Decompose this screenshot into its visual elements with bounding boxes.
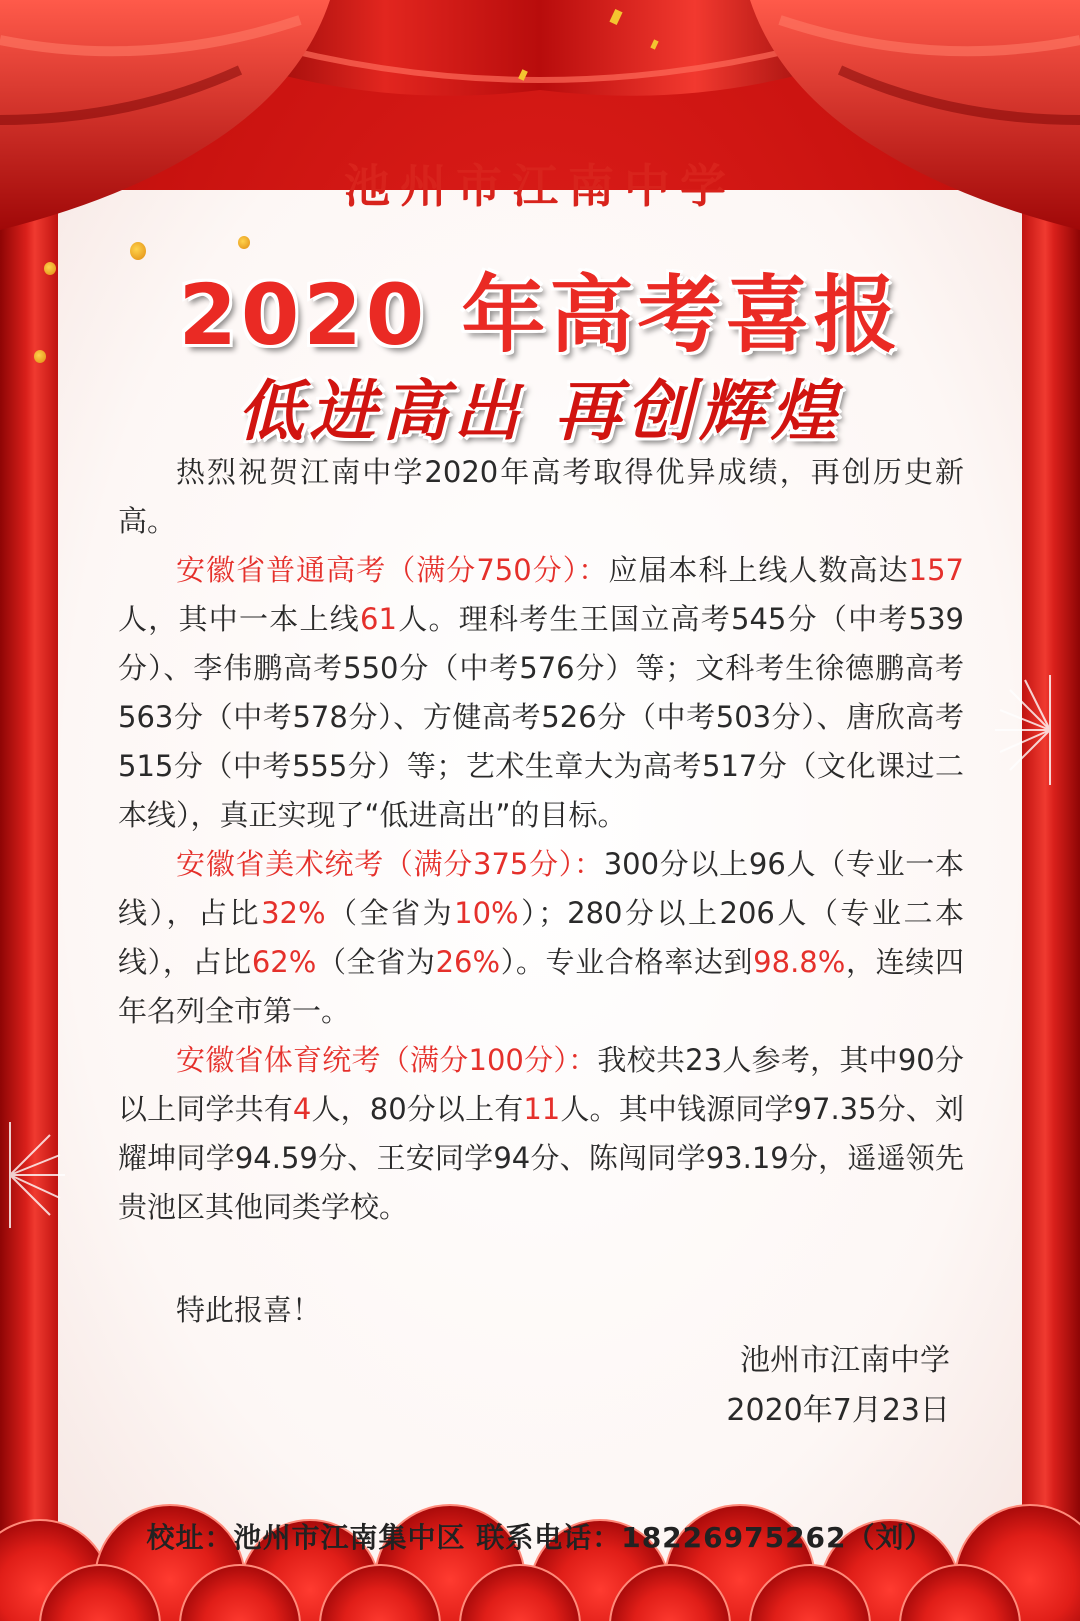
text: 人，80分以上有 — [311, 1092, 524, 1126]
signature-org: 池州市江南中学 — [740, 1343, 950, 1378]
highlight-number: 98.8% — [753, 945, 846, 979]
section-sports-exam — [118, 1036, 964, 1232]
text: （全省为 — [316, 945, 436, 979]
text: （全省为 — [325, 896, 455, 930]
announcement-body — [118, 448, 964, 1232]
text: 人，其中一本上线 — [118, 602, 361, 636]
text: 我校共23人参考，其中90分以上同学共有 — [118, 1043, 964, 1126]
highlight-number: 10% — [454, 896, 519, 930]
footer-contact: 校址：池州市江南集中区 联系电话：18226975262（刘） — [146, 1521, 934, 1554]
signature-date: 2020年7月23日 — [726, 1393, 950, 1428]
signature — [726, 1336, 950, 1436]
firework-icon — [990, 670, 1080, 790]
section-art-exam — [118, 840, 964, 1036]
highlight-number: 157 — [908, 553, 964, 587]
highlight-number: 62% — [251, 945, 317, 979]
section-title: 安徽省美术统考（满分375分）： — [176, 847, 604, 881]
section-general-exam — [118, 546, 964, 840]
firework-icon — [0, 1120, 70, 1230]
text: 人。理科考生王国立高考545分（中考539分）、李伟鹏高考550分（中考576分）等；文科考生徐德鹏高考563分（中考578分）、方健高考526分（中考503分）、唐欣高考515分（中考555分）等；艺术生章大为高考517分（文化课过二本线），真正实现了“低进高出”的目标。 — [118, 602, 964, 832]
highlight-number: 32% — [261, 896, 326, 930]
text: ）；280分以上206人（专业二本线），占比 — [118, 896, 964, 979]
highlight-number: 4 — [292, 1092, 312, 1126]
text: 300分以上96人（专业一本线），占比 — [118, 847, 964, 930]
text: 人。其中钱源同学97.35分、刘耀坤同学94.59分、王安同学94分、陈闯同学93.19分，遥遥领先贵池区其他同类学校。 — [118, 1092, 964, 1224]
text: ）。专业合格率达到 — [500, 945, 754, 979]
highlight-number: 61 — [360, 602, 397, 636]
text: ，连续四年名列全市第一。 — [118, 945, 964, 1028]
school-name-header: 池州市江南中学 — [344, 159, 736, 213]
section-title: 安徽省体育统考（满分100分）： — [176, 1043, 598, 1077]
text: 应届本科上线人数高达 — [608, 553, 909, 587]
closing-line: 特此报喜！ — [176, 1293, 322, 1327]
intro-paragraph: 热烈祝贺江南中学2020年高考取得优异成绩，再创历史新高。 — [118, 455, 964, 538]
slogan: 低进高出 再创辉煌 — [237, 372, 843, 450]
highlight-number: 11 — [523, 1092, 561, 1126]
section-title: 安徽省普通高考（满分750分）： — [176, 553, 609, 587]
highlight-number: 26% — [435, 945, 501, 979]
page-title: 2020 年高考喜报 — [178, 266, 902, 364]
